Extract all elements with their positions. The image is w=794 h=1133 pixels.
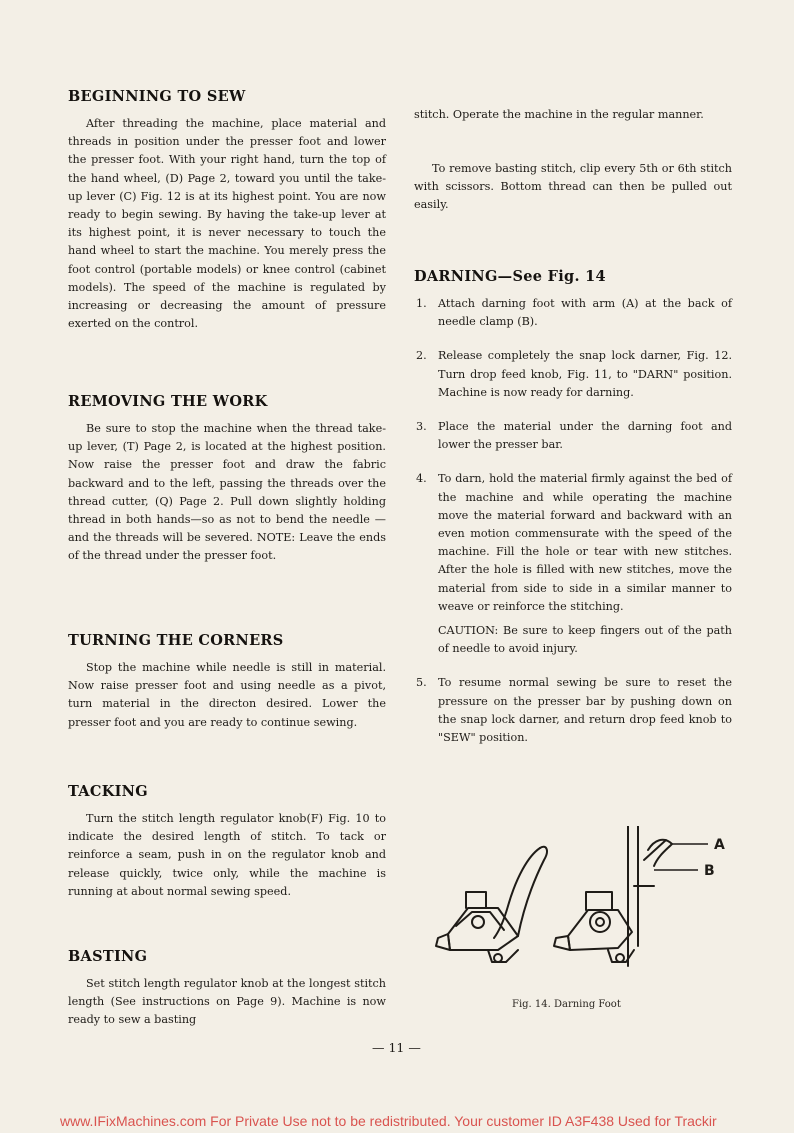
caution-note: CAUTION: Be sure to keep fingers out of the path of needle to avoid injury. (438, 624, 732, 656)
heading-removing-the-work: REMOVING THE WORK (68, 393, 268, 410)
heading-basting: BASTING (68, 948, 148, 965)
heading-darning-main: DARNING (414, 268, 498, 285)
step-number: 5. (416, 676, 427, 690)
text-basting-remove: To remove basting stitch, clip every 5th or 6th stitch with scissors. Bottom thread can then be pulled out easily. (414, 162, 732, 212)
section-tacking (68, 783, 386, 901)
step-number: 1. (416, 297, 427, 310)
list-item (414, 418, 732, 454)
darning-foot-illustration (428, 826, 738, 976)
figure-label-b: B (704, 863, 715, 879)
heading-turning-the-corners: TURNING THE CORNERS (68, 632, 284, 649)
darning-steps-continued (414, 674, 732, 747)
text-turning-the-corners: Stop the machine while needle is still in material. Now raise presser foot and using needle as a pivot, turn material in the directon desired. Lower the presser foot and you are ready to continue sewing. (68, 661, 386, 729)
heading-darning (414, 268, 732, 285)
list-item (414, 295, 732, 331)
step-text: To darn, hold the material firmly against the bed of the machine and while operating the machine move the material forward and backward with an even motion commensurate with the speed of the machine. Fill the hole or tear with new stitches. After the hole is filled with new stitches, move the material from side to side in a similar manner to weave or reinforce the stitching. (438, 472, 732, 613)
text-beginning-to-sew: After threading the machine, place material and threads in position under the presser foot and lower the presser foot. With your right hand, turn the top of the hand wheel, (D) Page 2, toward you until the take-up lever (C) Fig. 12 is at its highest point. You are now ready to begin sewing. By having the take-up lever at its highest point, it is never necessary to touch the hand wheel to start the machine. You merely press the foot control (portable models) or knee control (cabinet models). The speed of the machine is regulated by increasing or decreasing the amount of pressure exerted on the control. (68, 117, 386, 331)
step-number: 4. (416, 472, 427, 486)
heading-beginning-to-sew: BEGINNING TO SEW (68, 88, 246, 105)
section-basting-remove (414, 160, 732, 215)
text-basting: Set stitch length regulator knob at the longest stitch length (See instructions on Page 9). Machine is now ready to sew a basting (68, 977, 386, 1027)
figure-darning-foot (428, 826, 738, 976)
section-removing-the-work (68, 393, 386, 566)
step-text: Release completely the snap lock darner, Fig. 12. Turn drop feed knob, Fig. 11, to "DARN" position. Machine is now ready for darning. (438, 349, 732, 399)
heading-darning-ref: —See Fig. 14 (497, 268, 606, 285)
figure-caption: Fig. 14. Darning Foot (512, 999, 621, 1010)
figure-label-a: A (714, 837, 725, 853)
section-basting-continued (414, 106, 732, 124)
step-text: Place the material under the darning foot and lower the presser bar. (438, 420, 732, 452)
heading-tacking: TACKING (68, 783, 148, 800)
watermark-text: www.IFixMachines.com For Private Use not to be redistributed. Your customer ID A3F438 Used for Trackir (60, 1113, 717, 1129)
list-item (414, 347, 732, 402)
text-basting-continued: stitch. Operate the machine in the regular manner. (414, 108, 704, 121)
list-item (414, 674, 732, 747)
step-number: 3. (416, 420, 427, 434)
list-item (414, 470, 732, 616)
section-basting (68, 948, 386, 1030)
step-text: To resume normal sewing be sure to reset the pressure on the presser bar by pushing down on the snap lock darner, and return drop feed knob to "SEW" position. (438, 676, 732, 745)
step-number: 2. (416, 349, 427, 363)
text-tacking: Turn the stitch length regulator knob(F) Fig. 10 to indicate the desired length of stitch. To tack or reinforce a seam, push in on the regulator knob and release quickly, twice only, while the machine is running at about normal sewing speed. (68, 812, 386, 898)
darning-steps (414, 295, 732, 616)
step-text: Attach darning foot with arm (A) at the back of needle clamp (B). (438, 297, 732, 329)
page-number: — 11 — (372, 1040, 421, 1055)
section-darning (414, 268, 732, 747)
section-beginning-to-sew (68, 88, 386, 333)
section-turning-the-corners (68, 632, 386, 732)
text-removing-the-work: Be sure to stop the machine when the thread take-up lever, (T) Page 2, is located at the highest position. Now raise the presser foot and draw the fabric backward and to the left, passing the threads over the thread cutter, (Q) Page 2. Pull down slightly holding thread in both hands—so as not to bend the needle — and the threads will be severed. NOTE: Leave the ends of the thread under the presser foot. (68, 422, 386, 563)
